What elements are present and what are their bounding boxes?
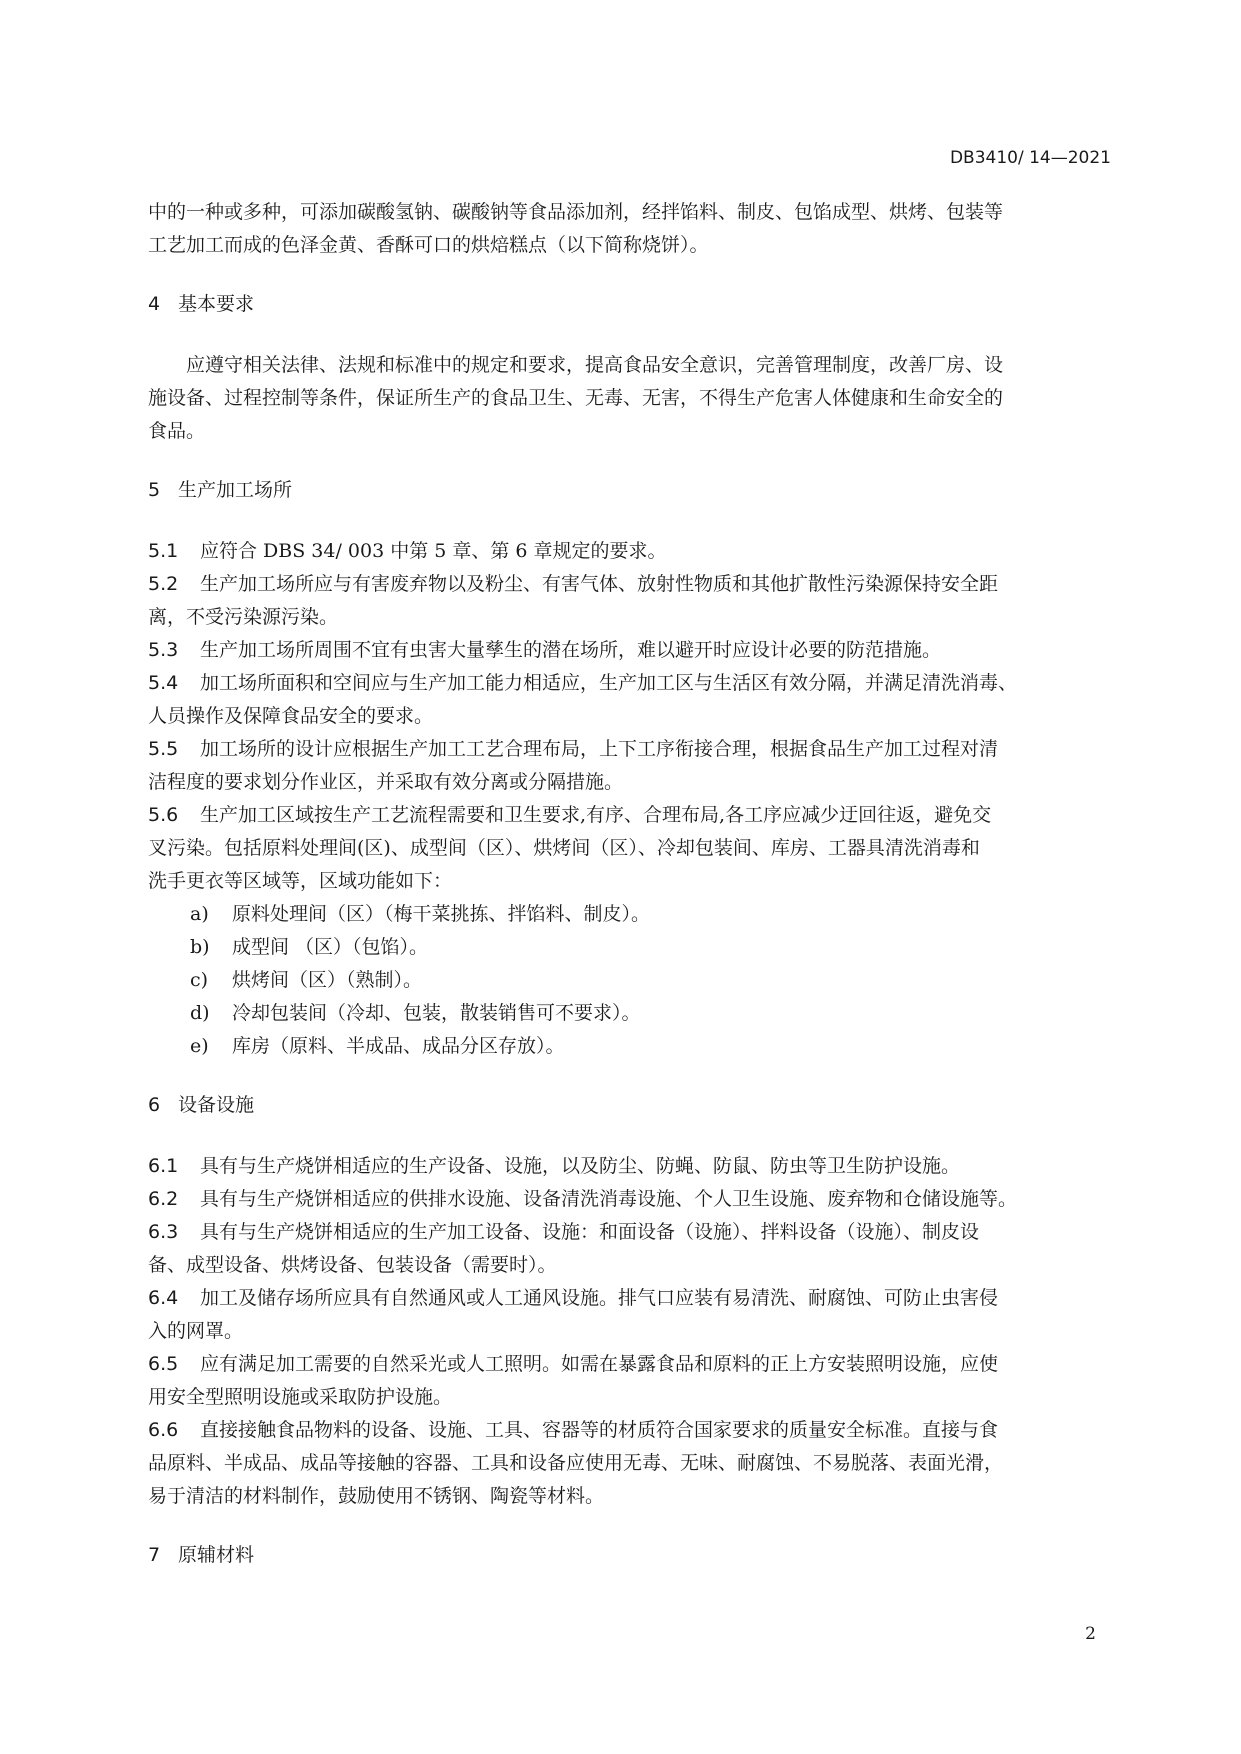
clause-6-6: 6.6 直接接触食品物料的设备、设施、工具、容器等的材质符合国家要求的质量安全标准。直接与食 bbox=[148, 1419, 999, 1441]
clause-6-6-cont: 易于清洁的材料制作，鼓励使用不锈钢、陶瓷等材料。 bbox=[148, 1485, 605, 1507]
section-4-paragraph-line: 食品。 bbox=[148, 420, 206, 442]
section-heading-6: 6 设备设施 bbox=[148, 1094, 255, 1116]
clause-6-1: 6.1 具有与生产烧饼相适应的生产设备、设施，以及防尘、防蝇、防鼠、防虫等卫生防护设施。 bbox=[148, 1155, 961, 1177]
list-item-b: b) 成型间 （区）（包馅）。 bbox=[190, 936, 429, 958]
section-4-paragraph-line: 应遵守相关法律、法规和标准中的规定和要求，提高食品安全意识，完善管理制度，改善厂房、设 bbox=[186, 354, 1004, 376]
section-heading-4: 4 基本要求 bbox=[148, 293, 255, 315]
clause-6-5-cont: 用安全型照明设施或采取防护设施。 bbox=[148, 1386, 453, 1408]
list-item-e: e) 库房（原料、半成品、成品分区存放）。 bbox=[190, 1035, 565, 1057]
clause-5-4: 5.4 加工场所面积和空间应与生产加工能力相适应，生产加工区与生活区有效分隔，并满足清洗消毒、 bbox=[148, 672, 1018, 694]
clause-5-6: 5.6 生产加工区域按生产工艺流程需要和卫生要求,有序、合理布局,各工序应减少迂回往返，避免交 bbox=[148, 804, 992, 826]
clause-5-2: 5.2 生产加工场所应与有害废弃物以及粉尘、有害气体、放射性物质和其他扩散性污染源保持安全距 bbox=[148, 573, 999, 595]
clause-5-5-cont: 洁程度的要求划分作业区，并采取有效分离或分隔措施。 bbox=[148, 771, 624, 793]
page-content bbox=[148, 196, 1098, 1600]
clause-6-6-cont: 品原料、半成品、成品等接触的容器、工具和设备应使用无毒、无味、耐腐蚀、不易脱落、表面光滑， bbox=[148, 1452, 1004, 1474]
clause-6-4: 6.4 加工及储存场所应具有自然通风或人工通风设施。排气口应装有易清洗、耐腐蚀、可防止虫害侵 bbox=[148, 1287, 999, 1309]
page-number: 2 bbox=[1085, 1624, 1096, 1644]
intro-line: 工艺加工而成的色泽金黄、香酥可口的烘焙糕点（以下简称烧饼）。 bbox=[148, 234, 709, 256]
clause-5-5: 5.5 加工场所的设计应根据生产加工工艺合理布局，上下工序衔接合理，根据食品生产加工过程对清 bbox=[148, 738, 999, 760]
clause-5-1: 5.1 应符合 DBS 34/ 003 中第 5 章、第 6 章规定的要求。 bbox=[148, 540, 667, 562]
clause-5-4-cont: 人员操作及保障食品安全的要求。 bbox=[148, 705, 434, 727]
clause-6-4-cont: 入的网罩。 bbox=[148, 1320, 244, 1342]
clause-6-3: 6.3 具有与生产烧饼相适应的生产加工设备、设施：和面设备（设施）、拌料设备（设施）、制皮设 bbox=[148, 1221, 980, 1243]
list-item-c: c) 烘烤间（区）（熟制）。 bbox=[190, 969, 423, 991]
clause-5-6-cont: 叉污染。包括原料处理间(区)、成型间（区）、烘烤间（区）、冷却包装间、库房、工器具清洗消毒和 bbox=[148, 837, 980, 859]
list-item-d: d) 冷却包装间（冷却、包装，散装销售可不要求）。 bbox=[190, 1002, 641, 1024]
section-4-paragraph-line: 施设备、过程控制等条件，保证所生产的食品卫生、无毒、无害，不得生产危害人体健康和生命安全的 bbox=[148, 387, 1004, 409]
clause-5-2-cont: 离，不受污染源污染。 bbox=[148, 606, 339, 628]
clause-6-5: 6.5 应有满足加工需要的自然采光或人工照明。如需在暴露食品和原料的正上方安装照明设施，应使 bbox=[148, 1353, 999, 1375]
section-heading-5: 5 生产加工场所 bbox=[148, 479, 293, 501]
list-item-a: a) 原料处理间（区）（梅干菜挑拣、拌馅料、制皮）。 bbox=[190, 903, 651, 925]
clause-6-3-cont: 备、成型设备、烘烤设备、包装设备（需要时）。 bbox=[148, 1254, 557, 1276]
clause-5-6-cont: 洗手更衣等区域等，区域功能如下： bbox=[148, 870, 453, 892]
clause-5-3: 5.3 生产加工场所周围不宜有虫害大量孳生的潜在场所，难以避开时应设计必要的防范措施。 bbox=[148, 639, 942, 661]
section-heading-7: 7 原辅材料 bbox=[148, 1544, 255, 1566]
standard-code: DB3410/ 14—2021 bbox=[949, 148, 1111, 168]
clause-6-2: 6.2 具有与生产烧饼相适应的供排水设施、设备清洗消毒设施、个人卫生设施、废弃物和仓储设施等。 bbox=[148, 1188, 1018, 1210]
intro-line: 中的一种或多种，可添加碳酸氢钠、碳酸钠等食品添加剂，经拌馅料、制皮、包馅成型、烘烤、包装等 bbox=[148, 201, 1004, 223]
